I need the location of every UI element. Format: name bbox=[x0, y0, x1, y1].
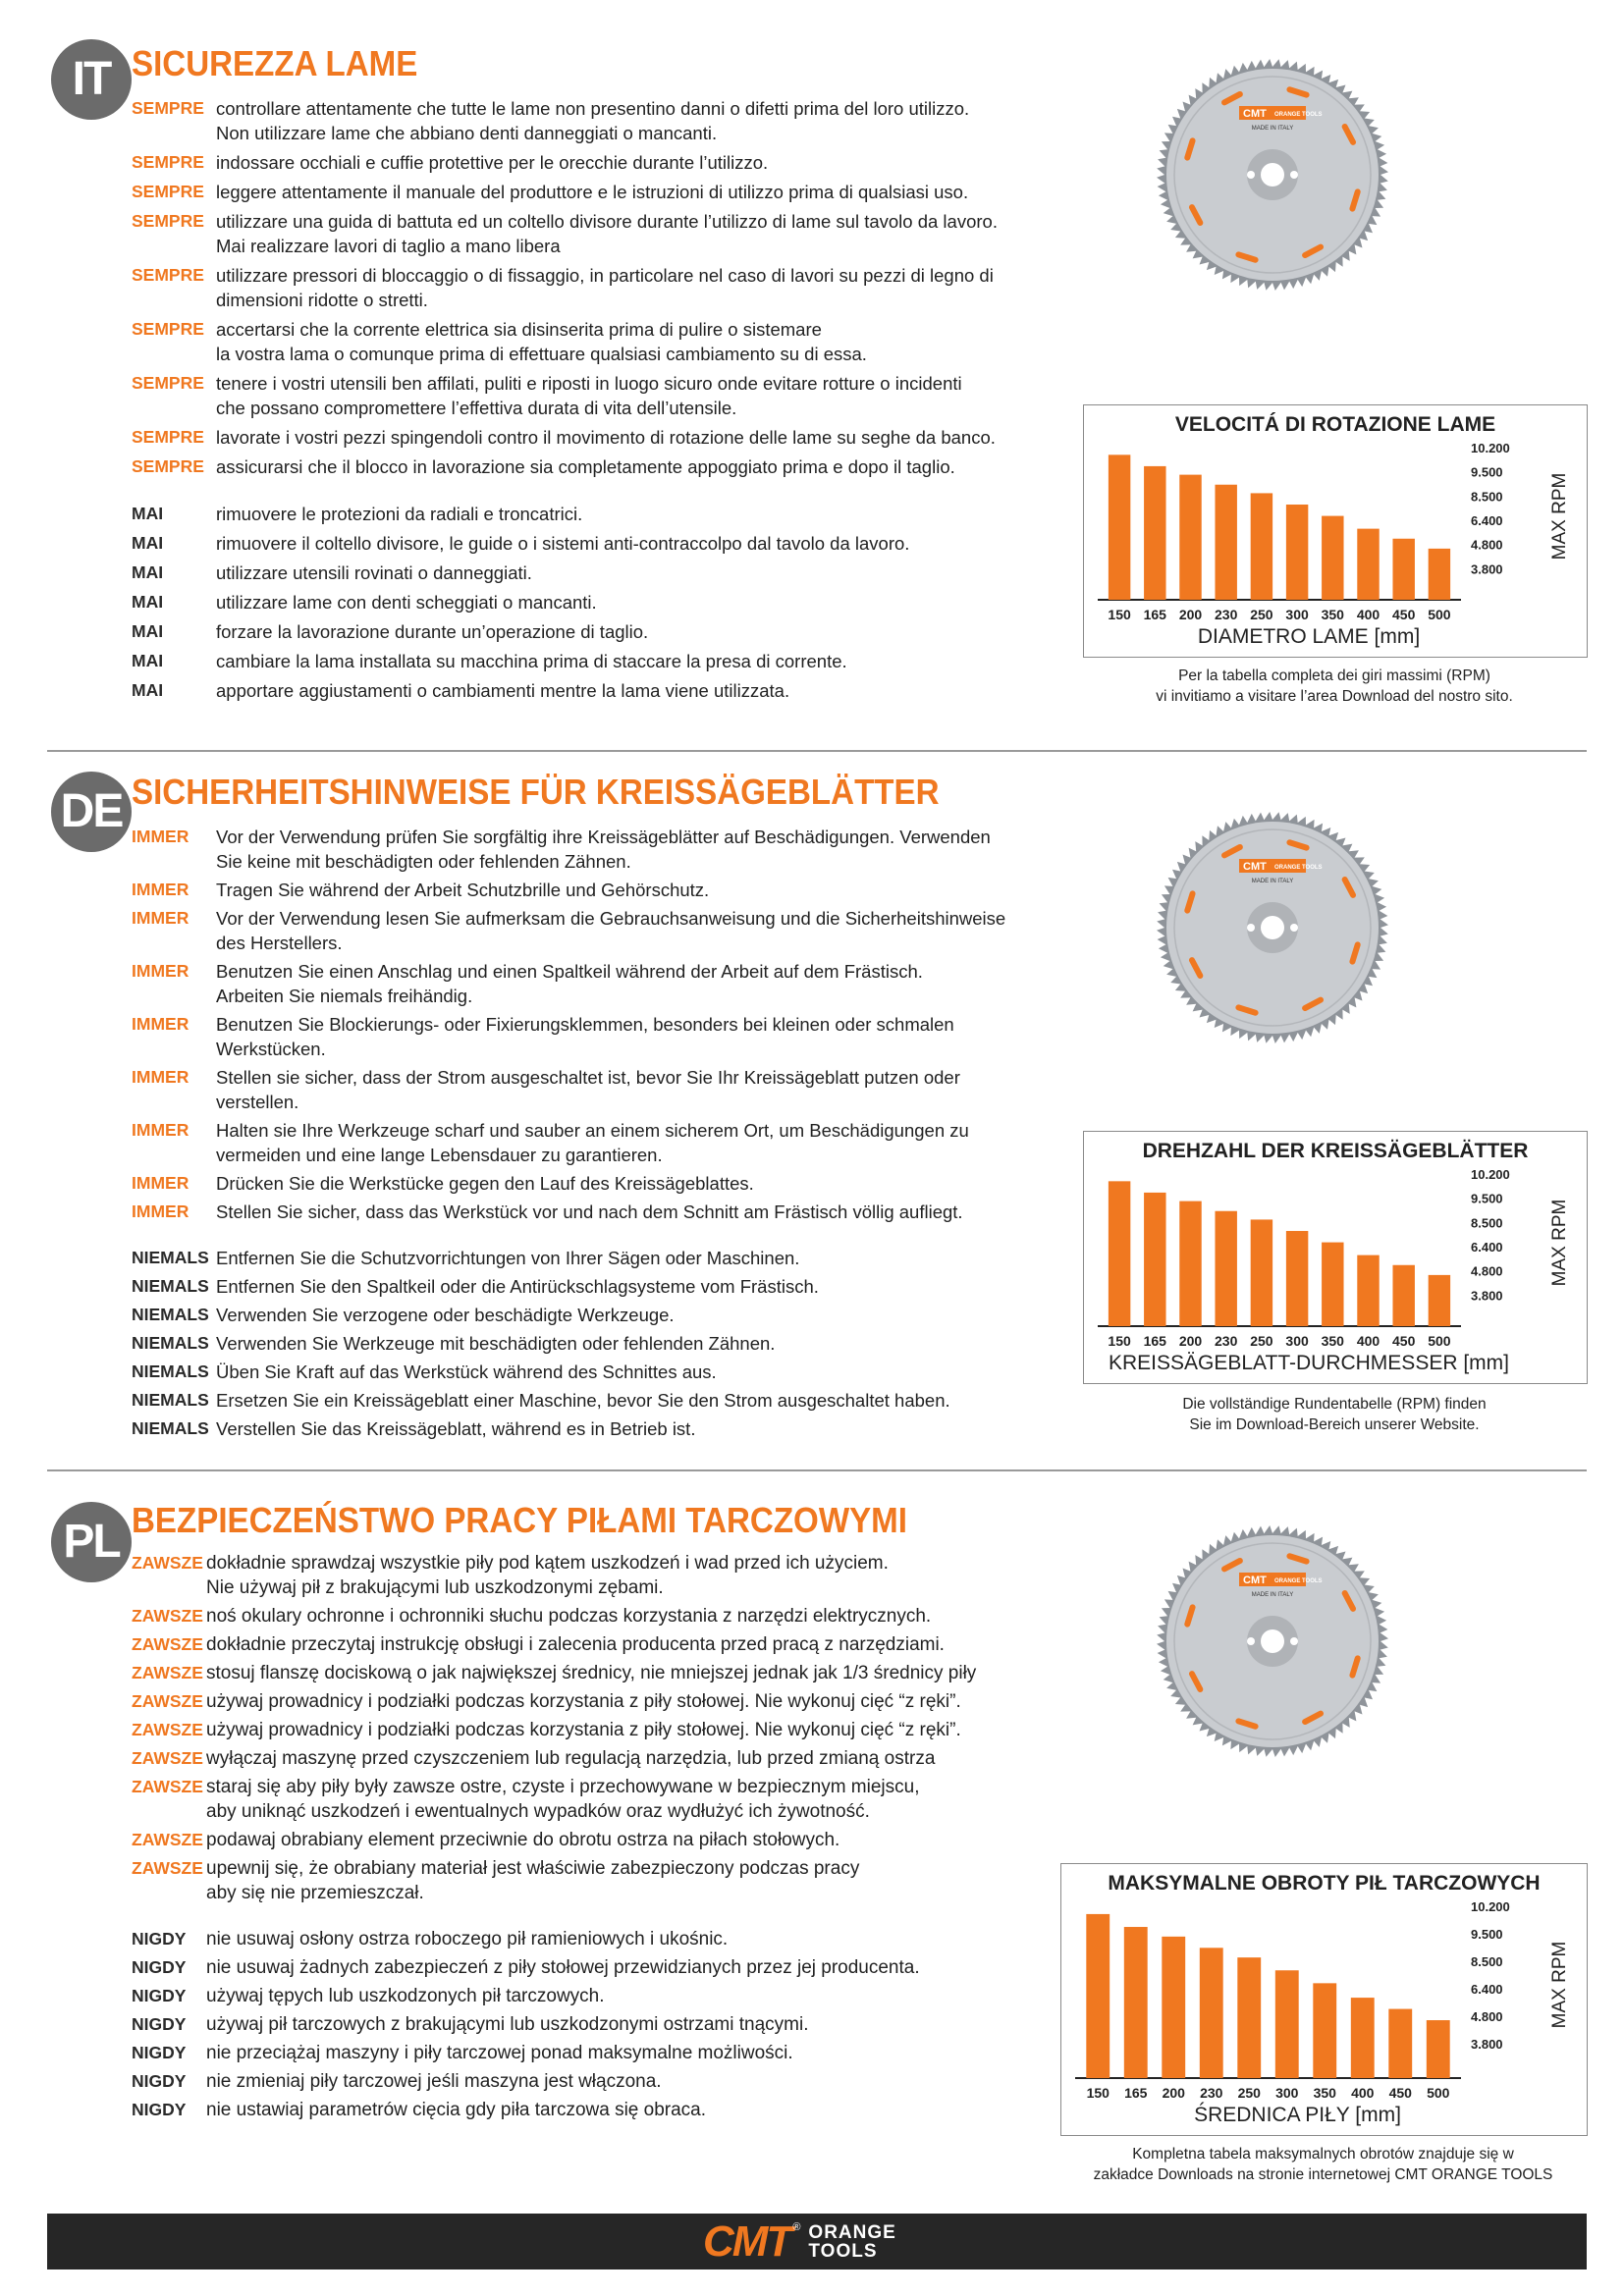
chart-x-tick: 200 bbox=[1178, 1333, 1203, 1349]
blade-bore bbox=[1261, 1629, 1284, 1653]
saw-blade-image bbox=[1155, 1523, 1390, 1764]
rule-item bbox=[132, 371, 1055, 420]
rule-item bbox=[132, 531, 1055, 556]
chart-x-tick: 300 bbox=[1285, 607, 1309, 622]
chart-x-tick: 350 bbox=[1321, 607, 1344, 622]
rule-keyword: NIEMALS bbox=[132, 1276, 209, 1296]
rule-keyword: IMMER bbox=[132, 1067, 189, 1087]
rule-item bbox=[132, 1632, 1055, 1657]
rule-text: podawaj obrabiany element przeciwnie do obrotu ostrza na piłach stołowych. bbox=[206, 1830, 840, 1850]
rule-item bbox=[132, 1303, 1055, 1327]
chart-y-label: MAX RPM bbox=[1549, 1199, 1570, 1287]
chart-y-tick: 6.400 bbox=[1471, 513, 1503, 528]
chart-bar-400 bbox=[1357, 1255, 1379, 1326]
rule-item bbox=[132, 1955, 1055, 1980]
section-title: SICHERHEITSHINWEISE FÜR KREISSÄGEBLÄTTER bbox=[132, 772, 940, 812]
chart-x-label: DIAMETRO LAME [mm] bbox=[1197, 625, 1421, 648]
chart-x-tick: 150 bbox=[1086, 2085, 1110, 2101]
rule-text: forzare la lavorazione durante un’operazione di taglio. bbox=[216, 621, 649, 642]
chart-y-tick: 6.400 bbox=[1471, 1982, 1503, 1997]
rule-keyword: MAI bbox=[132, 562, 164, 582]
blade-pinhole bbox=[1247, 1637, 1255, 1645]
rule-item bbox=[132, 1718, 1055, 1742]
rule-item bbox=[132, 2069, 1055, 2094]
rule-text: używaj prowadnicy i podziałki podczas korzystania z piły stołowej. Nie wykonuj cięć “z ręki”. bbox=[206, 1720, 961, 1740]
chart-bar-500 bbox=[1427, 2020, 1450, 2078]
rule-text: utilizzare pressori di bloccaggio o di fissaggio, in particolare nel caso di lavori su pezzi di legno di dimensioni ridotte o stretti. bbox=[216, 265, 994, 310]
chart-x-tick: 200 bbox=[1178, 607, 1203, 622]
rule-text: stosuj flanszę dociskową o jak największej średnicy, nie mniejszej jednak jak 1/3 średnicy piły bbox=[206, 1663, 977, 1683]
chart-bar-165 bbox=[1144, 1193, 1165, 1326]
footer-bar bbox=[47, 2214, 1587, 2269]
chart-x-tick: 300 bbox=[1285, 1333, 1309, 1349]
rule-item bbox=[132, 619, 1055, 644]
rule-keyword: SEMPRE bbox=[132, 456, 204, 476]
rule-text: nie zmieniaj piły tarczowej jeśli maszyna jest włączona. bbox=[206, 2071, 662, 2092]
chart-x-tick: 400 bbox=[1356, 1333, 1380, 1349]
chart-y-tick: 6.400 bbox=[1471, 1240, 1503, 1255]
rule-text: Vor der Verwendung lesen Sie aufmerksam die Gebrauchsanweisung und die Sicherheitshinweise des Herstellers. bbox=[216, 908, 1006, 953]
rule-text: dokładnie sprawdzaj wszystkie piły pod kątem uszkodzeń i wad przed ich użyciem. Nie używaj pił z brakującymi lub uszkodzonymi zębami. bbox=[206, 1553, 889, 1598]
rule-text: nie ustawiaj parametrów cięcia gdy piła tarczowa się obraca. bbox=[206, 2100, 707, 2120]
rule-text: rimuovere il coltello divisore, le guide o i sistemi anti-contraccolpo dal tavolo da lavoro. bbox=[216, 533, 910, 554]
chart-svg bbox=[1061, 1864, 1587, 2135]
chart-x-tick: 250 bbox=[1250, 1333, 1273, 1349]
rule-keyword: IMMER bbox=[132, 827, 189, 846]
rule-item bbox=[132, 825, 1055, 874]
chart-x-label: KREISSÄGEBLATT-DURCHMESSER [mm] bbox=[1108, 1352, 1510, 1374]
section-title: BEZPIECZEŃSTWO PRACY PIŁAMI TARCZOWYMI bbox=[132, 1500, 907, 1540]
rule-item bbox=[132, 1828, 1055, 1852]
rule-keyword: NIEMALS bbox=[132, 1305, 209, 1324]
rpm-chart bbox=[1083, 404, 1588, 658]
chart-bar-230 bbox=[1215, 485, 1236, 600]
rule-item bbox=[132, 1984, 1055, 2008]
language-badge-pl: PL bbox=[51, 1502, 132, 1582]
rule-text: Verstellen Sie das Kreissägeblatt, während es in Betrieb ist. bbox=[216, 1418, 696, 1439]
rule-keyword: ZAWSZE bbox=[132, 1634, 203, 1654]
rule-keyword: ZAWSZE bbox=[132, 1691, 203, 1711]
rule-keyword: SEMPRE bbox=[132, 98, 204, 118]
rule-item bbox=[132, 1388, 1055, 1413]
blade-sub: ORANGE TOOLS bbox=[1274, 865, 1323, 871]
rule-item bbox=[132, 454, 1055, 479]
chart-x-label: ŚREDNICA PIŁY [mm] bbox=[1194, 2104, 1401, 2126]
rule-keyword: NIGDY bbox=[132, 1957, 187, 1977]
chart-title: MAKSYMALNE OBROTY PIŁ TARCZOWYCH bbox=[1108, 1872, 1541, 1895]
rule-text: Verwenden Sie Werkzeuge mit beschädigten oder fehlenden Zähnen. bbox=[216, 1333, 776, 1354]
saw-blade-image bbox=[1155, 810, 1390, 1050]
rule-text: Stellen sie sicher, dass der Strom ausgeschaltet ist, bevor Sie Ihr Kreissägeblatt putzen oder verstellen. bbox=[216, 1067, 960, 1112]
section-title: SICUREZZA LAME bbox=[132, 43, 418, 83]
rule-item bbox=[132, 209, 1055, 258]
rule-text: nie usuwaj osłony ostrza roboczego pił ramieniowych i ukośnic. bbox=[206, 1929, 729, 1949]
rule-text: cambiare la lama installata su macchina prima di staccare la presa di corrente. bbox=[216, 651, 847, 671]
chart-y-label: MAX RPM bbox=[1549, 472, 1570, 561]
rule-text: tenere i vostri utensili ben affilati, puliti e riposti in luogo sicuro onde evitare rotture o incidenti che possano compromettere l’effettiva durata di vita dell’utensile. bbox=[216, 373, 962, 418]
rule-text: noś okulary ochronne i ochronniki słuchu podczas korzystania z narzędzi elektrycznych. bbox=[206, 1606, 932, 1627]
section-separator bbox=[47, 750, 1587, 752]
rule-item bbox=[132, 1065, 1055, 1114]
rule-text: używaj pił tarczowych z brakującymi lub uszkodzonymi ostrzami tnącymi. bbox=[206, 2014, 809, 2035]
rule-item bbox=[132, 906, 1055, 955]
rule-text: accertarsi che la corrente elettrica sia disinserita prima di pulire o sistemare la vostra lama o comunque prima di effettuare qualsiasi cambiamento su di essa. bbox=[216, 319, 867, 364]
chart-bar-400 bbox=[1351, 1998, 1375, 2078]
rule-keyword: MAI bbox=[132, 533, 164, 553]
chart-x-tick: 450 bbox=[1388, 2085, 1412, 2101]
chart-note: Kompletna tabela maksymalnych obrotów znajduje się w zakładce Downloads na stronie internetowej CMT ORANGE TOOLS bbox=[1093, 2146, 1553, 2183]
blade-made: MADE IN ITALY bbox=[1251, 126, 1294, 132]
chart-y-tick: 4.800 bbox=[1471, 2009, 1503, 2024]
rule-item bbox=[132, 1856, 1055, 1905]
rule-keyword: NIEMALS bbox=[132, 1362, 209, 1381]
chart-x-tick: 150 bbox=[1108, 607, 1131, 622]
rule-item bbox=[132, 263, 1055, 312]
rule-item bbox=[132, 96, 1055, 145]
chart-bar-250 bbox=[1237, 1957, 1261, 2078]
chart-bar-450 bbox=[1388, 2009, 1412, 2078]
rule-text: używaj tępych lub uszkodzonych pił tarczowych. bbox=[206, 1986, 605, 2006]
chart-x-tick: 165 bbox=[1143, 607, 1166, 622]
rule-keyword: NIGDY bbox=[132, 1929, 187, 1949]
rule-keyword: SEMPRE bbox=[132, 211, 204, 231]
chart-svg bbox=[1084, 1132, 1587, 1383]
rule-keyword: MAI bbox=[132, 621, 164, 641]
rule-text: Benutzen Sie einen Anschlag und einen Spaltkeil während der Arbeit auf dem Frästisch. Arbeiten Sie niemals freihändig. bbox=[216, 961, 923, 1006]
saw-blade-svg bbox=[1155, 810, 1390, 1045]
language-badge-de: DE bbox=[51, 772, 132, 852]
logo-brand: CMT bbox=[703, 2217, 791, 2266]
blade-pinhole bbox=[1290, 171, 1298, 179]
chart-y-tick: 3.800 bbox=[1471, 2037, 1503, 2052]
logo-line-orange: ORANGE bbox=[808, 2222, 896, 2243]
rule-item bbox=[132, 1661, 1055, 1685]
rule-item bbox=[132, 1416, 1055, 1441]
rule-text: używaj prowadnicy i podziałki podczas korzystania z piły stołowej. Nie wykonuj cięć “z ręki”. bbox=[206, 1691, 961, 1712]
blade-pinhole bbox=[1290, 924, 1298, 932]
rules-list bbox=[132, 1551, 1055, 2126]
rule-text: wyłączaj maszynę przed czyszczeniem lub regulacją narzędzia, lub przed zmianą ostrza bbox=[206, 1748, 936, 1769]
rule-keyword: IMMER bbox=[132, 961, 189, 981]
rule-text: Vor der Verwendung prüfen Sie sorgfältig ihre Kreissägeblätter auf Beschädigungen. Verwenden Sie keine mit beschädigten oder fehlenden Zähnen. bbox=[216, 827, 991, 872]
rule-item bbox=[132, 150, 1055, 175]
rule-keyword: IMMER bbox=[132, 1120, 189, 1140]
rule-text: utilizzare utensili rovinati o danneggiati. bbox=[216, 562, 532, 583]
chart-bar-150 bbox=[1086, 1914, 1110, 2078]
chart-svg bbox=[1084, 405, 1587, 657]
rule-keyword: SEMPRE bbox=[132, 373, 204, 393]
blade-brand: CMT bbox=[1243, 861, 1267, 873]
section-separator bbox=[47, 1469, 1587, 1471]
chart-y-tick: 3.800 bbox=[1471, 1288, 1503, 1304]
blade-brand: CMT bbox=[1243, 1575, 1267, 1586]
rule-keyword: IMMER bbox=[132, 1014, 189, 1034]
rule-keyword: SEMPRE bbox=[132, 182, 204, 201]
chart-bar-350 bbox=[1313, 1983, 1336, 2078]
rule-item bbox=[132, 2012, 1055, 2037]
chart-bar-150 bbox=[1109, 454, 1130, 600]
rule-keyword: SEMPRE bbox=[132, 265, 204, 285]
rule-keyword: NIGDY bbox=[132, 1986, 187, 2005]
chart-y-tick: 10.200 bbox=[1471, 441, 1510, 455]
rule-text: Drücken Sie die Werkstücke gegen den Lauf des Kreissägeblattes. bbox=[216, 1173, 754, 1194]
rule-keyword: ZAWSZE bbox=[132, 1663, 203, 1682]
chart-bar-500 bbox=[1429, 1275, 1450, 1326]
rule-keyword: NIEMALS bbox=[132, 1390, 209, 1410]
rules-list bbox=[132, 96, 1055, 708]
rule-keyword: NIEMALS bbox=[132, 1248, 209, 1267]
chart-x-tick: 165 bbox=[1143, 1333, 1166, 1349]
rule-text: upewnij się, że obrabiany materiał jest właściwie zabezpieczony podczas pracy aby się nie przemieszczał. bbox=[206, 1858, 860, 1903]
chart-bar-350 bbox=[1322, 516, 1343, 600]
rule-keyword: IMMER bbox=[132, 908, 189, 928]
rule-item bbox=[132, 959, 1055, 1008]
chart-bar-250 bbox=[1251, 493, 1272, 600]
rule-item bbox=[132, 1927, 1055, 1951]
logo-mark: ® bbox=[792, 2221, 801, 2233]
rule-item bbox=[132, 502, 1055, 526]
chart-bar-200 bbox=[1162, 1937, 1185, 2078]
chart-note: Per la tabella completa dei giri massimi (RPM) vi invitiamo a visitare l’area Download del nostro sito. bbox=[1156, 667, 1513, 705]
rpm-chart bbox=[1083, 1131, 1588, 1384]
rule-keyword: IMMER bbox=[132, 1201, 189, 1221]
chart-x-tick: 230 bbox=[1200, 2085, 1223, 2101]
chart-x-tick: 500 bbox=[1427, 2085, 1450, 2101]
rule-keyword: SEMPRE bbox=[132, 152, 204, 172]
rule-keyword: IMMER bbox=[132, 880, 189, 899]
chart-bar-150 bbox=[1109, 1181, 1130, 1326]
chart-y-tick: 8.500 bbox=[1471, 1954, 1503, 1969]
rule-item bbox=[132, 1551, 1055, 1600]
chart-y-tick: 3.800 bbox=[1471, 561, 1503, 577]
rule-item bbox=[132, 425, 1055, 450]
rule-text: leggere attentamente il manuale del produttore e le istruzioni di utilizzo prima di qualsiasi uso. bbox=[216, 182, 969, 202]
rule-item bbox=[132, 561, 1055, 585]
chart-bar-165 bbox=[1144, 466, 1165, 600]
chart-note: Die vollständige Rundentabelle (RPM) finden Sie im Download-Bereich unserer Website. bbox=[1182, 1396, 1487, 1433]
chart-x-tick: 350 bbox=[1321, 1333, 1344, 1349]
saw-blade-svg bbox=[1155, 57, 1390, 293]
rule-keyword: ZAWSZE bbox=[132, 1606, 203, 1626]
rule-item bbox=[132, 1746, 1055, 1771]
rule-item bbox=[132, 1775, 1055, 1824]
rule-text: dokładnie przeczytaj instrukcję obsługi i zalecenia producenta przed pracą z narzędziami. bbox=[206, 1634, 945, 1655]
chart-y-tick: 8.500 bbox=[1471, 1215, 1503, 1231]
rule-text: Üben Sie Kraft auf das Werkstück während des Schnittes aus. bbox=[216, 1362, 717, 1382]
blade-sub: ORANGE TOOLS bbox=[1274, 112, 1323, 118]
rule-item bbox=[132, 1012, 1055, 1061]
chart-title: DREHZAHL DER KREISSÄGEBLÄTTER bbox=[1142, 1140, 1529, 1162]
rule-keyword: NIGDY bbox=[132, 2071, 187, 2091]
rule-item bbox=[132, 878, 1055, 902]
rule-keyword: ZAWSZE bbox=[132, 1830, 203, 1849]
rule-keyword: ZAWSZE bbox=[132, 1777, 203, 1796]
rule-text: nie przeciążaj maszyny i piły tarczowej ponad maksymalne możliwości. bbox=[206, 2043, 793, 2063]
rule-item bbox=[132, 590, 1055, 614]
rule-keyword: ZAWSZE bbox=[132, 1553, 203, 1573]
rule-item bbox=[132, 317, 1055, 366]
chart-y-tick: 8.500 bbox=[1471, 489, 1503, 505]
rule-text: Verwenden Sie verzogene oder beschädigte Werkzeuge. bbox=[216, 1305, 675, 1325]
chart-y-tick: 4.800 bbox=[1471, 537, 1503, 553]
rule-keyword: ZAWSZE bbox=[132, 1720, 203, 1739]
chart-x-tick: 250 bbox=[1250, 607, 1273, 622]
chart-bar-200 bbox=[1179, 1201, 1201, 1326]
rule-text: Halten sie Ihre Werkzeuge scharf und sauber an einem sicherem Ort, um Beschädigungen zu vermeiden und eine lange Lebensdauer zu garantieren. bbox=[216, 1120, 969, 1165]
chart-bar-500 bbox=[1429, 549, 1450, 600]
rule-text: rimuovere le protezioni da radiali e troncatrici. bbox=[216, 504, 583, 524]
rule-text: indossare occhiali e cuffie protettive per le orecchie durante l’utilizzo. bbox=[216, 152, 769, 173]
rule-text: nie usuwaj żadnych zabezpieczeń z piły stołowej przewidzianych przez jej producenta. bbox=[206, 1957, 920, 1978]
rule-keyword: MAI bbox=[132, 651, 164, 670]
rule-text: controllare attentamente che tutte le lame non presentino danni o difetti prima del loro utilizzo. Non utilizzare lame che abbiano denti danneggiati o mancanti. bbox=[216, 98, 970, 143]
chart-x-tick: 230 bbox=[1215, 1333, 1238, 1349]
rule-text: Entfernen Sie die Schutzvorrichtungen von Ihrer Sägen oder Maschinen. bbox=[216, 1248, 800, 1268]
chart-bar-200 bbox=[1179, 475, 1201, 600]
chart-bar-450 bbox=[1392, 1265, 1414, 1326]
chart-x-tick: 350 bbox=[1313, 2085, 1336, 2101]
chart-bar-300 bbox=[1275, 1970, 1299, 2078]
chart-x-tick: 500 bbox=[1428, 1333, 1451, 1349]
rule-keyword: MAI bbox=[132, 592, 164, 612]
blade-bore bbox=[1261, 916, 1284, 939]
blade-made: MADE IN ITALY bbox=[1251, 879, 1294, 884]
rpm-chart bbox=[1060, 1863, 1588, 2136]
chart-bar-400 bbox=[1357, 529, 1379, 600]
rule-item bbox=[132, 1274, 1055, 1299]
chart-x-tick: 150 bbox=[1108, 1333, 1131, 1349]
blade-made: MADE IN ITALY bbox=[1251, 1592, 1294, 1598]
rule-keyword: NIEMALS bbox=[132, 1333, 209, 1353]
blade-pinhole bbox=[1247, 924, 1255, 932]
rule-text: apportare aggiustamenti o cambiamenti mentre la lama viene utilizzata. bbox=[216, 680, 790, 701]
rule-item bbox=[132, 180, 1055, 204]
saw-blade-image bbox=[1155, 57, 1390, 297]
chart-x-tick: 400 bbox=[1356, 607, 1380, 622]
chart-title: VELOCITÁ DI ROTAZIONE LAME bbox=[1174, 413, 1496, 436]
chart-bar-230 bbox=[1215, 1211, 1236, 1326]
saw-blade-svg bbox=[1155, 1523, 1390, 1759]
chart-y-tick: 10.200 bbox=[1471, 1167, 1510, 1182]
rule-item bbox=[132, 678, 1055, 703]
chart-x-tick: 230 bbox=[1215, 607, 1238, 622]
rule-keyword: IMMER bbox=[132, 1173, 189, 1193]
rule-item bbox=[132, 649, 1055, 673]
chart-x-tick: 450 bbox=[1392, 1333, 1416, 1349]
rule-text: utilizzare lame con denti scheggiati o mancanti. bbox=[216, 592, 597, 613]
rule-keyword: NIGDY bbox=[132, 2043, 187, 2062]
rule-keyword: ZAWSZE bbox=[132, 1858, 203, 1878]
chart-bar-350 bbox=[1322, 1243, 1343, 1326]
cmt-logo bbox=[703, 2217, 896, 2266]
rule-item bbox=[132, 1118, 1055, 1167]
rule-keyword: SEMPRE bbox=[132, 427, 204, 447]
chart-x-tick: 500 bbox=[1428, 607, 1451, 622]
rule-text: staraj się aby piły były zawsze ostre, czyste i przechowywane w bezpiecznym miejscu, aby uniknąć uszkodzeń i ewentualnych wypadków oraz wydłużyć ich żywotność. bbox=[206, 1777, 920, 1822]
chart-x-tick: 165 bbox=[1124, 2085, 1148, 2101]
chart-y-tick: 10.200 bbox=[1471, 1899, 1510, 1914]
blade-sub: ORANGE TOOLS bbox=[1274, 1578, 1323, 1584]
blade-brand: CMT bbox=[1243, 108, 1267, 120]
chart-y-label: MAX RPM bbox=[1549, 1941, 1570, 2029]
rule-item bbox=[132, 1360, 1055, 1384]
rule-item bbox=[132, 2041, 1055, 2065]
rule-item bbox=[132, 2098, 1055, 2122]
chart-bar-250 bbox=[1251, 1219, 1272, 1326]
language-badge-it: IT bbox=[51, 39, 132, 120]
blade-pinhole bbox=[1247, 171, 1255, 179]
rule-item bbox=[132, 1689, 1055, 1714]
rule-keyword: NIGDY bbox=[132, 2100, 187, 2119]
rule-text: Entfernen Sie den Spaltkeil oder die Antirückschlagsysteme vom Frästisch. bbox=[216, 1276, 819, 1297]
rule-text: lavorate i vostri pezzi spingendoli contro il movimento di rotazione delle lame su seghe da banco. bbox=[216, 427, 996, 448]
blade-pinhole bbox=[1290, 1637, 1298, 1645]
chart-x-tick: 450 bbox=[1392, 607, 1416, 622]
rule-keyword: SEMPRE bbox=[132, 319, 204, 339]
chart-x-tick: 300 bbox=[1275, 2085, 1299, 2101]
chart-bar-165 bbox=[1124, 1927, 1148, 2078]
chart-bar-230 bbox=[1200, 1948, 1223, 2078]
rule-item bbox=[132, 1171, 1055, 1196]
blade-bore bbox=[1261, 163, 1284, 187]
rule-text: Stellen Sie sicher, dass das Werkstück vor und nach dem Schnitt am Frästisch völlig aufliegt. bbox=[216, 1201, 963, 1222]
rule-item bbox=[132, 1604, 1055, 1629]
rule-item bbox=[132, 1200, 1055, 1224]
rule-text: utilizzare una guida di battuta ed un coltello divisore durante l’utilizzo di lame sul tavolo da lavoro. Mai realizzare lavori di taglio a mano libera bbox=[216, 211, 998, 256]
rule-item bbox=[132, 1331, 1055, 1356]
chart-bar-300 bbox=[1286, 1231, 1308, 1326]
rules-list bbox=[132, 825, 1055, 1445]
chart-bar-450 bbox=[1392, 539, 1414, 600]
rule-keyword: NIEMALS bbox=[132, 1418, 209, 1438]
rule-keyword: NIGDY bbox=[132, 2014, 187, 2034]
chart-x-tick: 250 bbox=[1237, 2085, 1261, 2101]
chart-y-tick: 9.500 bbox=[1471, 1191, 1503, 1206]
chart-x-tick: 400 bbox=[1351, 2085, 1375, 2101]
rule-keyword: MAI bbox=[132, 680, 164, 700]
chart-x-tick: 200 bbox=[1162, 2085, 1185, 2101]
rule-text: assicurarsi che il blocco in lavorazione sia completamente appoggiato prima e dopo il taglio. bbox=[216, 456, 955, 477]
logo-line-tools: TOOLS bbox=[808, 2241, 878, 2262]
chart-bar-300 bbox=[1286, 505, 1308, 600]
rule-keyword: ZAWSZE bbox=[132, 1748, 203, 1768]
chart-y-tick: 4.800 bbox=[1471, 1263, 1503, 1279]
rule-text: Ersetzen Sie ein Kreissägeblatt einer Maschine, bevor Sie den Strom ausgeschaltet haben. bbox=[216, 1390, 950, 1411]
rule-item bbox=[132, 1246, 1055, 1270]
chart-y-tick: 9.500 bbox=[1471, 464, 1503, 480]
rule-text: Benutzen Sie Blockierungs- oder Fixierungsklemmen, besonders bei kleinen oder schmalen Werkstücken. bbox=[216, 1014, 954, 1059]
rule-keyword: MAI bbox=[132, 504, 164, 523]
chart-y-tick: 9.500 bbox=[1471, 1927, 1503, 1942]
rule-text: Tragen Sie während der Arbeit Schutzbrille und Gehörschutz. bbox=[216, 880, 710, 900]
